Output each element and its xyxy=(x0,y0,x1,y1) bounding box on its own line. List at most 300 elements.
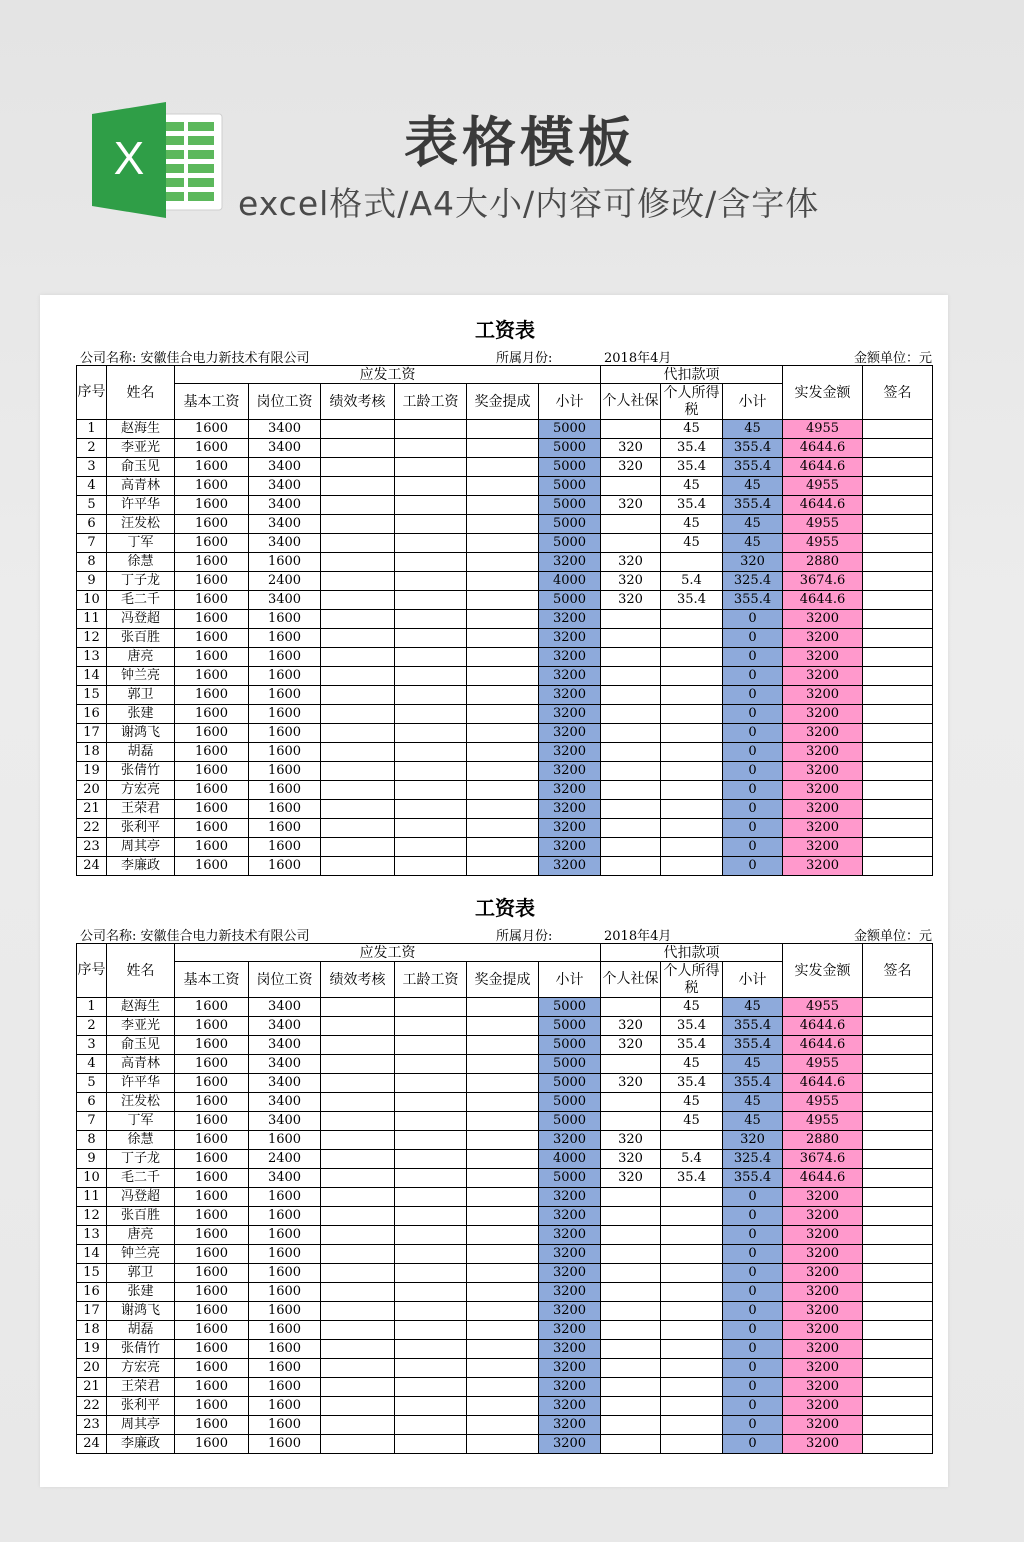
payable-subtotal-cell: 3200 xyxy=(539,1207,601,1226)
social-insurance-cell xyxy=(601,1093,661,1112)
income-tax-cell: 35.4 xyxy=(661,591,723,610)
table-row xyxy=(77,1321,933,1340)
seq-cell: 1 xyxy=(77,998,107,1017)
net-pay-cell: 3200 xyxy=(783,667,863,686)
bonus-cell xyxy=(467,648,539,667)
bonus-cell xyxy=(467,1131,539,1150)
name-cell: 赵海生 xyxy=(107,998,175,1017)
table-row xyxy=(77,1378,933,1397)
income-tax-cell xyxy=(661,648,723,667)
net-pay-cell: 3200 xyxy=(783,1397,863,1416)
bonus-cell xyxy=(467,591,539,610)
deduction-subtotal-cell: 0 xyxy=(723,1188,783,1207)
net-pay-cell: 3200 xyxy=(783,762,863,781)
signature-cell xyxy=(863,1283,933,1302)
payable-subtotal-cell: 3200 xyxy=(539,781,601,800)
post-salary-cell: 1600 xyxy=(249,1302,321,1321)
performance-cell xyxy=(321,1397,395,1416)
seniority-cell xyxy=(395,1055,467,1074)
performance-cell xyxy=(321,553,395,572)
social-insurance-cell xyxy=(601,1435,661,1454)
seq-cell: 10 xyxy=(77,591,107,610)
seniority-cell xyxy=(395,1245,467,1264)
payable-subtotal-cell: 3200 xyxy=(539,1188,601,1207)
seq-cell: 11 xyxy=(77,610,107,629)
deduction-subtotal-cell: 0 xyxy=(723,686,783,705)
seniority-cell xyxy=(395,1321,467,1340)
base-salary-cell: 1600 xyxy=(175,1169,249,1188)
name-cell: 方宏亮 xyxy=(107,781,175,800)
post-salary-cell: 1600 xyxy=(249,1245,321,1264)
net-pay-cell: 4644.6 xyxy=(783,458,863,477)
table-row xyxy=(77,1264,933,1283)
income-tax-cell xyxy=(661,1302,723,1321)
seq-cell: 22 xyxy=(77,819,107,838)
social-insurance-cell: 320 xyxy=(601,1169,661,1188)
seniority-cell xyxy=(395,1397,467,1416)
performance-cell xyxy=(321,1093,395,1112)
net-pay-cell: 2880 xyxy=(783,1131,863,1150)
name-cell: 徐慧 xyxy=(107,1131,175,1150)
signature-cell xyxy=(863,439,933,458)
social-insurance-cell xyxy=(601,857,661,876)
performance-cell xyxy=(321,1378,395,1397)
net-pay-cell: 4644.6 xyxy=(783,439,863,458)
signature-cell xyxy=(863,743,933,762)
table-row xyxy=(77,458,933,477)
company-name: 公司名称: 安徽佳合电力新技术有限公司 xyxy=(80,929,310,944)
seq-cell: 19 xyxy=(77,1340,107,1359)
post-salary-cell: 1600 xyxy=(249,1226,321,1245)
seniority-cell xyxy=(395,572,467,591)
post-salary-cell: 1600 xyxy=(249,800,321,819)
payable-subtotal-cell: 3200 xyxy=(539,1302,601,1321)
payable-subtotal-cell: 3200 xyxy=(539,1416,601,1435)
social-insurance-cell: 320 xyxy=(601,439,661,458)
sheet-title: 工资表 xyxy=(475,318,535,342)
post-salary-cell: 3400 xyxy=(249,1036,321,1055)
signature-cell xyxy=(863,1245,933,1264)
seniority-cell xyxy=(395,1093,467,1112)
header-base-salary: 基本工资 xyxy=(175,962,249,998)
base-salary-cell: 1600 xyxy=(175,439,249,458)
table-row xyxy=(77,1036,933,1055)
deduction-subtotal-cell: 45 xyxy=(723,515,783,534)
table-row xyxy=(77,1302,933,1321)
table-row xyxy=(77,496,933,515)
social-insurance-cell xyxy=(601,800,661,819)
performance-cell xyxy=(321,572,395,591)
deduction-subtotal-cell: 355.4 xyxy=(723,458,783,477)
net-pay-cell: 4644.6 xyxy=(783,1074,863,1093)
income-tax-cell xyxy=(661,629,723,648)
bonus-cell xyxy=(467,998,539,1017)
bonus-cell xyxy=(467,800,539,819)
signature-cell xyxy=(863,1207,933,1226)
table-row xyxy=(77,534,933,553)
table-row xyxy=(77,667,933,686)
seniority-cell xyxy=(395,1036,467,1055)
deduction-subtotal-cell: 0 xyxy=(723,762,783,781)
table-row xyxy=(77,1340,933,1359)
post-salary-cell: 1600 xyxy=(249,1397,321,1416)
income-tax-cell xyxy=(661,1359,723,1378)
signature-cell xyxy=(863,1112,933,1131)
net-pay-cell: 2880 xyxy=(783,553,863,572)
table-row xyxy=(77,515,933,534)
table-row xyxy=(77,1169,933,1188)
signature-cell xyxy=(863,838,933,857)
header-social-insurance: 个人社保 xyxy=(601,962,661,998)
name-cell: 冯登超 xyxy=(107,610,175,629)
base-salary-cell: 1600 xyxy=(175,515,249,534)
bonus-cell xyxy=(467,1169,539,1188)
base-salary-cell: 1600 xyxy=(175,1340,249,1359)
signature-cell xyxy=(863,686,933,705)
base-salary-cell: 1600 xyxy=(175,667,249,686)
seq-cell: 5 xyxy=(77,496,107,515)
post-salary-cell: 2400 xyxy=(249,1150,321,1169)
bonus-cell xyxy=(467,1283,539,1302)
seniority-cell xyxy=(395,857,467,876)
deduction-subtotal-cell: 0 xyxy=(723,1378,783,1397)
social-insurance-cell xyxy=(601,819,661,838)
signature-cell xyxy=(863,1074,933,1093)
income-tax-cell xyxy=(661,857,723,876)
payable-subtotal-cell: 3200 xyxy=(539,1397,601,1416)
name-cell: 汪发松 xyxy=(107,1093,175,1112)
net-pay-cell: 3200 xyxy=(783,1264,863,1283)
deduction-subtotal-cell: 0 xyxy=(723,1340,783,1359)
post-salary-cell: 3400 xyxy=(249,1169,321,1188)
deduction-subtotal-cell: 0 xyxy=(723,1283,783,1302)
performance-cell xyxy=(321,458,395,477)
bonus-cell xyxy=(467,1359,539,1378)
table-row xyxy=(77,705,933,724)
excel-icon xyxy=(88,100,228,220)
base-salary-cell: 1600 xyxy=(175,1055,249,1074)
deduction-subtotal-cell: 355.4 xyxy=(723,1169,783,1188)
signature-cell xyxy=(863,420,933,439)
deduction-subtotal-cell: 325.4 xyxy=(723,572,783,591)
performance-cell xyxy=(321,1264,395,1283)
seq-cell: 12 xyxy=(77,1207,107,1226)
seq-cell: 24 xyxy=(77,1435,107,1454)
name-cell: 丁军 xyxy=(107,534,175,553)
name-cell: 俞玉见 xyxy=(107,458,175,477)
seq-cell: 9 xyxy=(77,1150,107,1169)
social-insurance-cell xyxy=(601,1321,661,1340)
social-insurance-cell xyxy=(601,1397,661,1416)
net-pay-cell: 3200 xyxy=(783,610,863,629)
seq-cell: 6 xyxy=(77,515,107,534)
post-salary-cell: 1600 xyxy=(249,762,321,781)
table-row xyxy=(77,819,933,838)
net-pay-cell: 3200 xyxy=(783,1340,863,1359)
table-row xyxy=(77,1245,933,1264)
sheet-info-row xyxy=(76,925,934,943)
net-pay-cell: 4955 xyxy=(783,515,863,534)
seniority-cell xyxy=(395,838,467,857)
net-pay-cell: 4644.6 xyxy=(783,1036,863,1055)
table-row xyxy=(77,1112,933,1131)
seq-cell: 17 xyxy=(77,724,107,743)
seq-cell: 11 xyxy=(77,1188,107,1207)
income-tax-cell xyxy=(661,743,723,762)
post-salary-cell: 2400 xyxy=(249,572,321,591)
seniority-cell xyxy=(395,1378,467,1397)
seniority-cell xyxy=(395,610,467,629)
bonus-cell xyxy=(467,1340,539,1359)
bonus-cell xyxy=(467,705,539,724)
deduction-subtotal-cell: 355.4 xyxy=(723,439,783,458)
name-cell: 丁子龙 xyxy=(107,572,175,591)
base-salary-cell: 1600 xyxy=(175,724,249,743)
income-tax-cell: 35.4 xyxy=(661,1169,723,1188)
base-salary-cell: 1600 xyxy=(175,420,249,439)
seq-cell: 14 xyxy=(77,1245,107,1264)
payable-subtotal-cell: 5000 xyxy=(539,1036,601,1055)
base-salary-cell: 1600 xyxy=(175,648,249,667)
seniority-cell xyxy=(395,1435,467,1454)
signature-cell xyxy=(863,705,933,724)
deduction-subtotal-cell: 355.4 xyxy=(723,1074,783,1093)
base-salary-cell: 1600 xyxy=(175,534,249,553)
deduction-subtotal-cell: 355.4 xyxy=(723,496,783,515)
deduction-subtotal-cell: 320 xyxy=(723,1131,783,1150)
deduction-subtotal-cell: 0 xyxy=(723,857,783,876)
seniority-cell xyxy=(395,1074,467,1093)
name-cell: 唐亮 xyxy=(107,1226,175,1245)
name-cell: 张倩竹 xyxy=(107,762,175,781)
net-pay-cell: 4955 xyxy=(783,534,863,553)
deduction-subtotal-cell: 45 xyxy=(723,534,783,553)
social-insurance-cell xyxy=(601,1055,661,1074)
base-salary-cell: 1600 xyxy=(175,1264,249,1283)
signature-cell xyxy=(863,724,933,743)
social-insurance-cell xyxy=(601,998,661,1017)
deduction-subtotal-cell: 45 xyxy=(723,998,783,1017)
signature-cell xyxy=(863,998,933,1017)
income-tax-cell: 35.4 xyxy=(661,1074,723,1093)
header-seniority: 工龄工资 xyxy=(395,384,467,420)
signature-cell xyxy=(863,648,933,667)
bonus-cell xyxy=(467,439,539,458)
signature-cell xyxy=(863,1264,933,1283)
income-tax-cell: 5.4 xyxy=(661,1150,723,1169)
income-tax-cell: 35.4 xyxy=(661,496,723,515)
performance-cell xyxy=(321,1321,395,1340)
seniority-cell xyxy=(395,439,467,458)
performance-cell xyxy=(321,819,395,838)
seniority-cell xyxy=(395,1169,467,1188)
salary-table xyxy=(76,365,933,876)
net-pay-cell: 4644.6 xyxy=(783,496,863,515)
post-salary-cell: 3400 xyxy=(249,477,321,496)
performance-cell xyxy=(321,800,395,819)
seniority-cell xyxy=(395,686,467,705)
performance-cell xyxy=(321,1435,395,1454)
social-insurance-cell xyxy=(601,534,661,553)
seq-cell: 12 xyxy=(77,629,107,648)
income-tax-cell: 35.4 xyxy=(661,1017,723,1036)
base-salary-cell: 1600 xyxy=(175,762,249,781)
base-salary-cell: 1600 xyxy=(175,1074,249,1093)
income-tax-cell xyxy=(661,1188,723,1207)
signature-cell xyxy=(863,572,933,591)
performance-cell xyxy=(321,1188,395,1207)
net-pay-cell: 4955 xyxy=(783,1112,863,1131)
payable-subtotal-cell: 3200 xyxy=(539,1378,601,1397)
performance-cell xyxy=(321,1302,395,1321)
net-pay-cell: 3200 xyxy=(783,819,863,838)
net-pay-cell: 4644.6 xyxy=(783,591,863,610)
deduction-subtotal-cell: 320 xyxy=(723,553,783,572)
signature-cell xyxy=(863,1378,933,1397)
seniority-cell xyxy=(395,743,467,762)
post-salary-cell: 3400 xyxy=(249,515,321,534)
base-salary-cell: 1600 xyxy=(175,1435,249,1454)
signature-cell xyxy=(863,762,933,781)
name-cell: 李亚光 xyxy=(107,439,175,458)
name-cell: 钟兰亮 xyxy=(107,667,175,686)
header-net-pay: 实发金额 xyxy=(783,944,863,998)
bonus-cell xyxy=(467,1226,539,1245)
performance-cell xyxy=(321,724,395,743)
social-insurance-cell: 320 xyxy=(601,1131,661,1150)
social-insurance-cell xyxy=(601,1359,661,1378)
seniority-cell xyxy=(395,591,467,610)
net-pay-cell: 3200 xyxy=(783,1226,863,1245)
base-salary-cell: 1600 xyxy=(175,857,249,876)
signature-cell xyxy=(863,477,933,496)
salary-sheet-1 xyxy=(76,313,934,876)
income-tax-cell xyxy=(661,762,723,781)
post-salary-cell: 1600 xyxy=(249,781,321,800)
income-tax-cell xyxy=(661,1264,723,1283)
payable-subtotal-cell: 5000 xyxy=(539,477,601,496)
base-salary-cell: 1600 xyxy=(175,591,249,610)
net-pay-cell: 3200 xyxy=(783,1416,863,1435)
post-salary-cell: 1600 xyxy=(249,1359,321,1378)
deduction-subtotal-cell: 0 xyxy=(723,610,783,629)
seniority-cell xyxy=(395,1226,467,1245)
income-tax-cell xyxy=(661,667,723,686)
name-cell: 王荣君 xyxy=(107,1378,175,1397)
header-seq: 序号 xyxy=(77,944,107,998)
net-pay-cell: 3200 xyxy=(783,1302,863,1321)
signature-cell xyxy=(863,1093,933,1112)
name-cell: 毛二千 xyxy=(107,1169,175,1188)
name-cell: 周其亭 xyxy=(107,1416,175,1435)
header-name: 姓名 xyxy=(107,366,175,420)
base-salary-cell: 1600 xyxy=(175,610,249,629)
seniority-cell xyxy=(395,1112,467,1131)
base-salary-cell: 1600 xyxy=(175,1150,249,1169)
payable-subtotal-cell: 3200 xyxy=(539,1359,601,1378)
net-pay-cell: 3200 xyxy=(783,629,863,648)
table-row xyxy=(77,610,933,629)
seq-cell: 9 xyxy=(77,572,107,591)
header-bonus: 奖金提成 xyxy=(467,384,539,420)
sheet-title: 工资表 xyxy=(475,896,535,920)
header-base-salary: 基本工资 xyxy=(175,384,249,420)
seq-cell: 22 xyxy=(77,1397,107,1416)
header-group-deduct: 代扣款项 xyxy=(601,944,783,962)
seq-cell: 3 xyxy=(77,458,107,477)
seniority-cell xyxy=(395,515,467,534)
income-tax-cell xyxy=(661,1283,723,1302)
income-tax-cell xyxy=(661,1131,723,1150)
net-pay-cell: 4955 xyxy=(783,1093,863,1112)
seq-cell: 18 xyxy=(77,743,107,762)
post-salary-cell: 3400 xyxy=(249,998,321,1017)
seniority-cell xyxy=(395,1188,467,1207)
deduction-subtotal-cell: 0 xyxy=(723,724,783,743)
deduction-subtotal-cell: 0 xyxy=(723,667,783,686)
post-salary-cell: 3400 xyxy=(249,439,321,458)
header-seq: 序号 xyxy=(77,366,107,420)
performance-cell xyxy=(321,762,395,781)
payable-subtotal-cell: 3200 xyxy=(539,1435,601,1454)
payable-subtotal-cell: 3200 xyxy=(539,648,601,667)
net-pay-cell: 4955 xyxy=(783,420,863,439)
bonus-cell xyxy=(467,1397,539,1416)
social-insurance-cell xyxy=(601,648,661,667)
seniority-cell xyxy=(395,1264,467,1283)
bonus-cell xyxy=(467,1017,539,1036)
net-pay-cell: 3674.6 xyxy=(783,1150,863,1169)
deduction-subtotal-cell: 0 xyxy=(723,1416,783,1435)
performance-cell xyxy=(321,998,395,1017)
seniority-cell xyxy=(395,1302,467,1321)
seq-cell: 16 xyxy=(77,705,107,724)
seniority-cell xyxy=(395,629,467,648)
bonus-cell xyxy=(467,667,539,686)
month-value: 2018年4月 xyxy=(604,929,672,944)
social-insurance-cell xyxy=(601,1112,661,1131)
net-pay-cell: 3200 xyxy=(783,1188,863,1207)
table-row xyxy=(77,477,933,496)
post-salary-cell: 1600 xyxy=(249,553,321,572)
base-salary-cell: 1600 xyxy=(175,1112,249,1131)
name-cell: 高青林 xyxy=(107,477,175,496)
payable-subtotal-cell: 3200 xyxy=(539,1321,601,1340)
header-deduction-subtotal: 小计 xyxy=(723,962,783,998)
payable-subtotal-cell: 5000 xyxy=(539,1017,601,1036)
income-tax-cell xyxy=(661,819,723,838)
salary-sheet-2 xyxy=(76,891,934,1454)
post-salary-cell: 3400 xyxy=(249,458,321,477)
income-tax-cell xyxy=(661,1416,723,1435)
deduction-subtotal-cell: 0 xyxy=(723,705,783,724)
social-insurance-cell xyxy=(601,1283,661,1302)
base-salary-cell: 1600 xyxy=(175,1093,249,1112)
performance-cell xyxy=(321,1416,395,1435)
performance-cell xyxy=(321,610,395,629)
post-salary-cell: 3400 xyxy=(249,1093,321,1112)
deduction-subtotal-cell: 0 xyxy=(723,1359,783,1378)
name-cell: 汪发松 xyxy=(107,515,175,534)
deduction-subtotal-cell: 0 xyxy=(723,1226,783,1245)
name-cell: 张利平 xyxy=(107,1397,175,1416)
seq-cell: 20 xyxy=(77,1359,107,1378)
name-cell: 郭卫 xyxy=(107,686,175,705)
currency-unit: 金额单位：元 xyxy=(853,929,932,944)
name-cell: 冯登超 xyxy=(107,1188,175,1207)
payable-subtotal-cell: 3200 xyxy=(539,1340,601,1359)
bonus-cell xyxy=(467,1150,539,1169)
